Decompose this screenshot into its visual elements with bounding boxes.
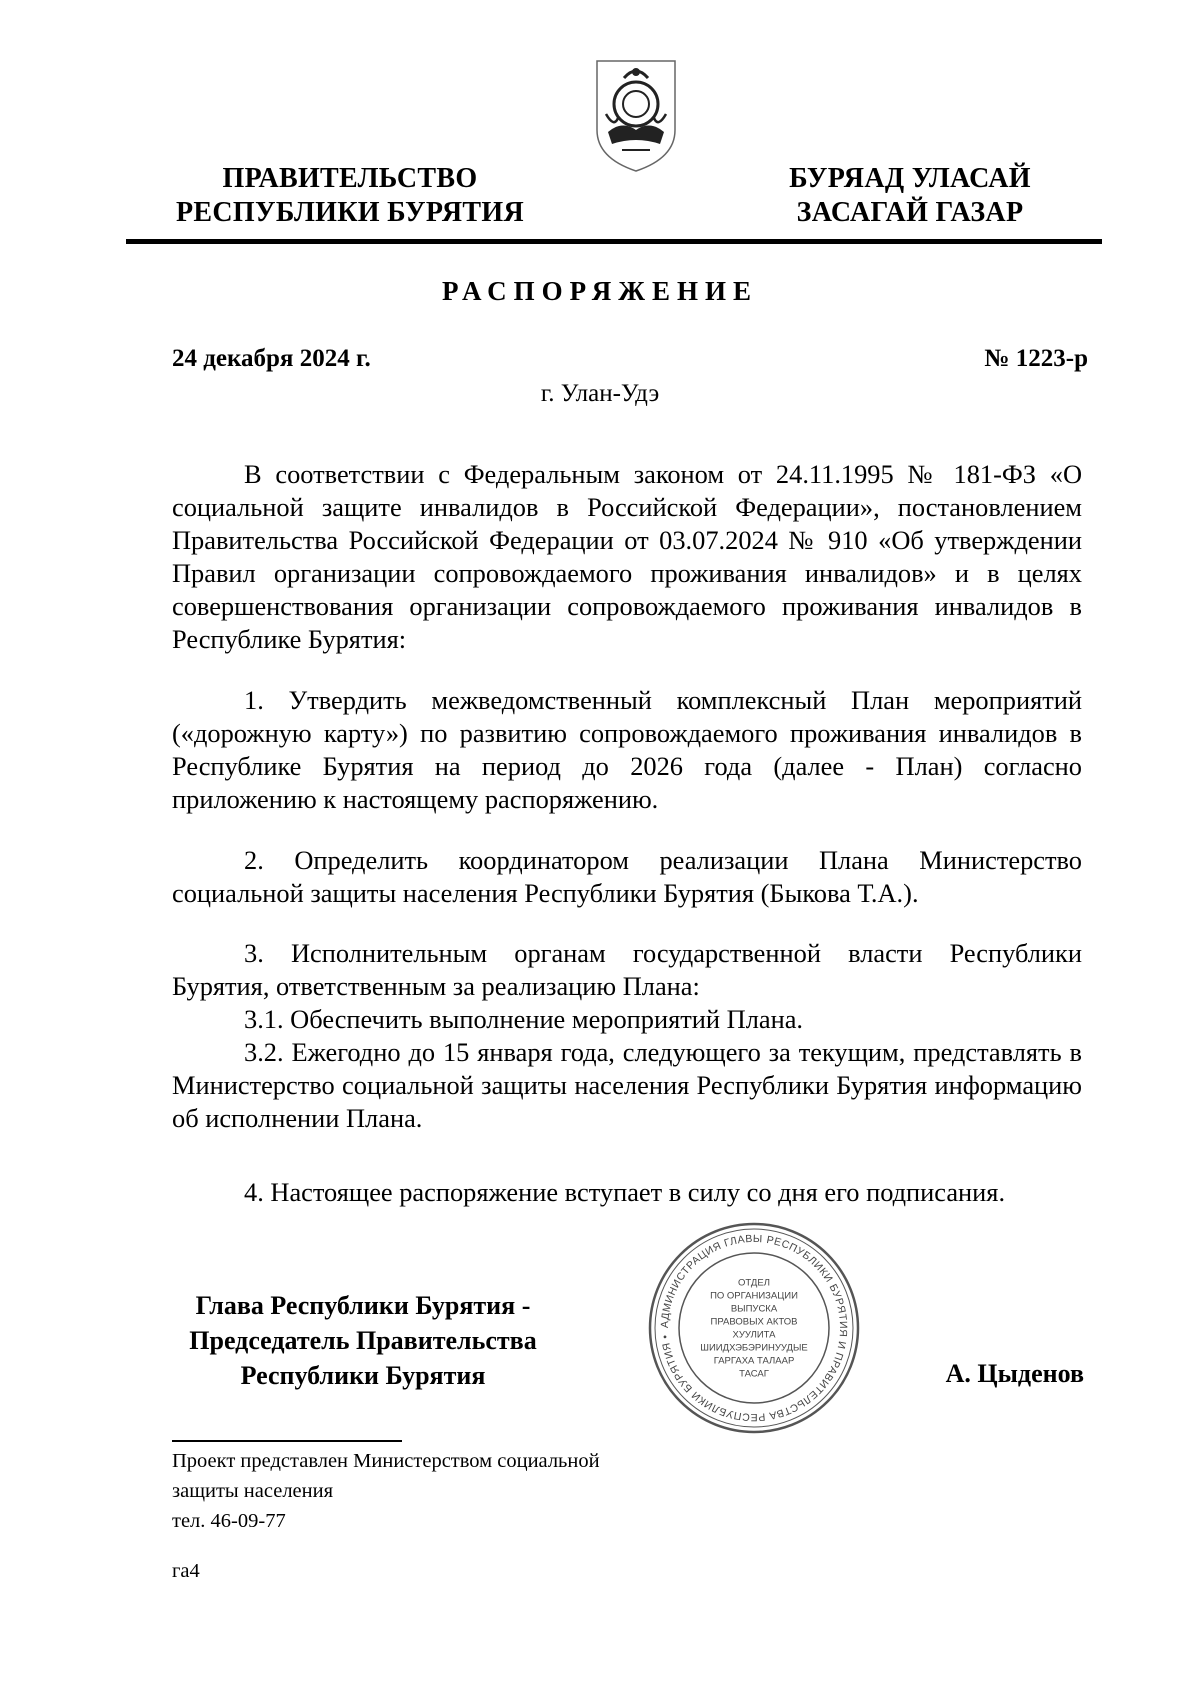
- item2-paragraph: 2. Определить координатором реализации Плана Министерство социальной защиты населения Республики Бурятия (Быкова Т.А.).: [172, 845, 1082, 908]
- header-right-line1: БУРЯАД УЛАСАЙ: [789, 163, 1031, 194]
- item1-paragraph: 1. Утвердить межведомственный комплексный План мероприятий («дорожную карту») по развитию сопровождаемого проживания инвалидов в Республике Бурятия на период до 2026 года (далее - План) согласно приложению к настоящему распоряжению.: [172, 685, 1082, 814]
- item3-2-paragraph: 3.2. Ежегодно до 15 января года, следующего за текущим, представлять в Министерство социальной защиты населения Республики Бурятия информацию об исполнении Плана.: [172, 1037, 1082, 1133]
- document-date: 24 декабря 2024 г.: [172, 345, 371, 372]
- footer-line1: Проект представлен Министерством социальной: [172, 1450, 600, 1472]
- coat-of-arms-icon: [594, 58, 678, 174]
- stamp-inner-line: ГАРГАХА ТАЛААР: [713, 1355, 795, 1367]
- signatory-title-line1: Глава Республики Бурятия -: [195, 1291, 531, 1320]
- stamp-inner-line: ХУУЛИТА: [732, 1329, 776, 1341]
- stamp-ring-text: АДМИНИСТРАЦИЯ ГЛАВЫ РЕСПУБЛИКИ БУРЯТИЯ И ПРАВИТЕЛЬСТВА РЕСПУБЛИКИ БУРЯТИЯ •: [658, 1232, 850, 1424]
- footer-line3: тел. 46-09-77: [172, 1510, 286, 1532]
- preamble-block: [172, 458, 1082, 656]
- signatory-name: А. Цыденов: [945, 1359, 1084, 1388]
- footer-note: [172, 1446, 600, 1536]
- header-left: [170, 162, 530, 230]
- stamp-inner-line: ПРАВОВЫХ АКТОВ: [710, 1316, 798, 1328]
- stamp-inner-line: ШИИДХЭБЭРИНУУДЫЕ: [700, 1342, 808, 1354]
- stamp-inner-line: ТАСАГ: [739, 1368, 769, 1380]
- document-code: га4: [172, 1560, 200, 1582]
- item1-block: [172, 684, 1082, 816]
- header-divider: [126, 239, 1102, 244]
- signatory-title-line3: Республики Бурятия: [240, 1361, 486, 1390]
- header-left-line1: ПРАВИТЕЛЬСТВО: [222, 163, 478, 194]
- item2-block: [172, 844, 1082, 910]
- stamp-inner-line: ОТДЕЛ: [738, 1277, 770, 1289]
- footer-divider: [172, 1440, 402, 1442]
- header-right: [760, 162, 1060, 230]
- header-left-line2: РЕСПУБЛИКИ БУРЯТИЯ: [176, 197, 524, 228]
- document-city: г. Улан-Удэ: [540, 380, 660, 407]
- document-number: № 1223-р: [984, 345, 1088, 372]
- item4-paragraph: 4. Настоящее распоряжение вступает в силу со дня его подписания.: [244, 1177, 1006, 1207]
- stamp-inner-line: ВЫПУСКА: [730, 1303, 778, 1315]
- preamble-paragraph: В соответствии с Федеральным законом от 24.11.1995 № 181-ФЗ «О социальной защите инвалидов в Российской Федерации», постановлением Правительства Российской Федерации от 03.07.2024 № 910 «Об утверждении Правил организации сопровождаемого проживания инвалидов» и в целях совершенствования организации сопровождаемого проживания инвалидов в Республике Бурятия:: [172, 459, 1082, 654]
- footer-line2: защиты населения: [172, 1480, 334, 1502]
- header-right-line2: ЗАСАГАЙ ГАЗАР: [796, 197, 1024, 228]
- signatory-title: [172, 1288, 554, 1393]
- document-type: РАСПОРЯЖЕНИЕ: [441, 276, 759, 306]
- item3-block: [172, 937, 1082, 1135]
- stamp-inner-line: ПО ОРГАНИЗАЦИИ: [710, 1290, 798, 1302]
- item3-1-paragraph: 3.1. Обеспечить выполнение мероприятий Плана.: [244, 1004, 804, 1034]
- item3-paragraph: 3. Исполнительным органам государственной власти Республики Бурятия, ответственным за реализацию Плана:: [172, 938, 1082, 1001]
- official-stamp: [646, 1220, 862, 1436]
- item4-block: [172, 1176, 1082, 1209]
- signatory-title-line2: Председатель Правительства: [189, 1326, 537, 1355]
